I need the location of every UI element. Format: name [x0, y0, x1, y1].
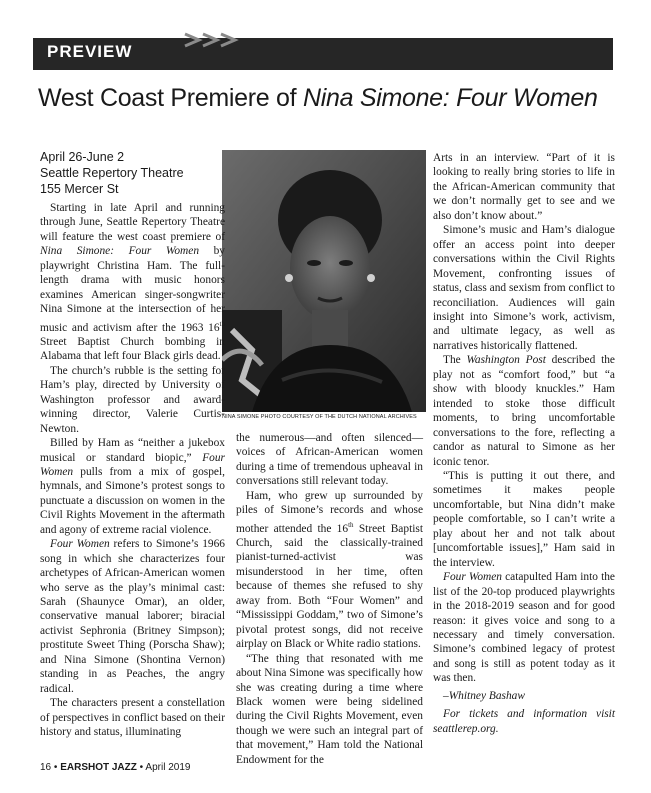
publication-name: EARSHOT JAZZ — [60, 762, 137, 773]
event-address: 155 Mercer St — [40, 182, 119, 196]
portrait-illustration — [222, 150, 426, 412]
tickets-info: For tickets and information visit seattlerep.org. — [433, 708, 615, 735]
article-column-1 — [40, 201, 225, 740]
paragraph: Ham, who grew up surrounded by piles of Simone’s records and whose mother attended the 16th Street Baptist Church, said the classically-trained pianist-turned-activist was misunderstood in her time, often because of themes she refused to shy away from. Both “Four Women” and “Mississippi Goddam,” two of Simone’s pivotal protest songs, did not receive airplay on Black or White radio stations. — [236, 489, 423, 651]
paragraph: Starting in late April and running through June, Seattle Repertory Theatre will feature the west coast premiere of Nina Simone: Four Women by playwright Christina Ham. The full-length drama with music honors examines American singer-songwriter Nina Simone at the intersection of her music and activism after the 1963 16th Street Baptist Church bombing in Alabama that left four Black girls dead. — [40, 202, 225, 363]
paragraph: “This is putting it out there, and sometimes it makes people uncomfortable, but Nina didn’t make people comfortable, so I can’t write a play about her and not talk about [uncomfortable issues],” Ham said in the interview. — [433, 469, 615, 569]
page-number: 16 — [40, 762, 52, 773]
paragraph: the numerous—and often silenced—voices of African-American women during a time of tremendous upheaval in conversations still relevant today. — [236, 432, 423, 488]
paragraph: Billed by Ham as “neither a jukebox musical or standard biopic,” Four Women pulls from a mix of gospel, hymnals, and Simone’s protest songs to punctuate a discussion on women in the Civil Rights Movement in the aftermath and agony of extreme racial violence. — [40, 437, 225, 536]
chevron-decoration-icon — [183, 28, 243, 58]
paragraph: Arts in an interview. “Part of it is looking to really bring stories to life in the African-American community that we don’t normally get to see and we also don’t know about.” — [433, 152, 615, 222]
event-info — [40, 149, 184, 197]
footer-bullet: • — [53, 762, 58, 773]
play-title: Nina Simone: Four Women — [302, 84, 598, 112]
event-dates: April 26-June 2 — [40, 150, 125, 164]
section-banner — [33, 38, 613, 70]
issue-date: April 2019 — [145, 762, 191, 773]
paragraph: The Washington Post described the play not as “comfort food,” but “a show with bloody knuckles.” Ham intended to stoke those difficult moments, to bring uncomfortable conversations to the fore, reflecting a candor as natural to Simone as her iconic tenor. — [433, 354, 615, 468]
article-column-3 — [433, 151, 615, 736]
nina-simone-photo — [222, 150, 426, 412]
section-label: PREVIEW — [47, 42, 133, 61]
photo-caption: NINA SIMONE PHOTO COURTESY OF THE DUTCH NATIONAL ARCHIVES — [222, 414, 417, 420]
article-column-2 — [236, 431, 423, 767]
article-title: West Coast Premiere of Nina Simone: Four Women — [38, 84, 598, 112]
paragraph: “The thing that resonated with me about Nina Simone was specifically how she was creating during a time where Black women were being sidelined during the Civil Rights Movement, even though we were such an integral part of that movement,” Ham told the National Endowment for the — [236, 652, 423, 766]
page-footer — [40, 762, 190, 773]
footer-bullet: • — [139, 762, 144, 773]
paragraph: Simone’s music and Ham’s dialogue offer an access point into deeper conversations within the Civil Rights Movement, confronting issues of status, class and sexism from conflict to reconciliation. Audiences will gain insight into Simone’s work, activism, and ultimate legacy, as well as narratives historically flattened. — [433, 224, 615, 352]
paragraph: The church’s rubble is the setting for Ham’s play, directed by University of Washington professor and award-winning director, Valerie Curtis-Newton. — [40, 364, 225, 435]
paragraph: The characters present a constellation of perspectives in conflict based on their history and status, illuminating — [40, 697, 225, 739]
paragraph: Four Women refers to Simone’s 1966 song in which she characterizes four archetypes of African-American women who serve as the play’s minimal cast: Sarah (Shaunyce Omar), an older, conservative manual laborer; biracial activist Sephronia (Britney Simpson); prostitute Sweet Thing (Porscha Shaw); and Nina Simone (Shontina Vernon) standing in as Peaches, the angry radical. — [40, 538, 226, 695]
paragraph: Four Women catapulted Ham into the list of the 20-top produced playwrights in the 2018-2019 season and for good reason: it gives voice and song to a necessary and timely conversation. Simone’s combined legacy of protest and song is still as potent today as it was then. — [433, 571, 615, 685]
event-venue: Seattle Repertory Theatre — [40, 166, 184, 180]
author-signoff: –Whitney Bashaw — [443, 689, 525, 702]
